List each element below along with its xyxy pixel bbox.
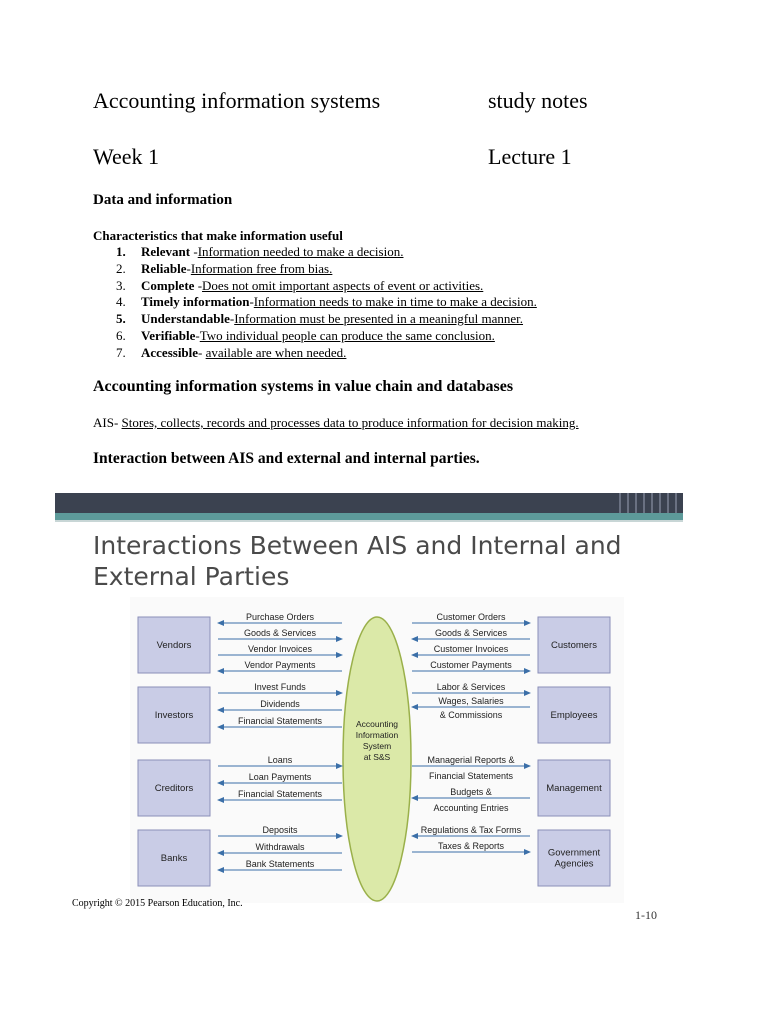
list-item bbox=[93, 294, 537, 311]
list-item bbox=[93, 261, 537, 278]
item-desc: Information free from bias. bbox=[190, 260, 333, 276]
ais-desc: Stores, collects, records and processes data to produce information for decision making. bbox=[121, 415, 579, 430]
flow-label: Invest Funds bbox=[254, 682, 306, 692]
party-label: Employees bbox=[550, 710, 598, 721]
item-sep: - bbox=[229, 311, 235, 327]
item-number: 3. bbox=[116, 277, 126, 293]
list-item bbox=[93, 328, 537, 345]
list-item bbox=[93, 311, 537, 328]
flow-label: Purchase Orders bbox=[245, 612, 315, 622]
ais-label: Accounting bbox=[355, 719, 399, 729]
section-heading-data: Data and information bbox=[93, 192, 233, 208]
slide-header-bar bbox=[55, 493, 683, 513]
party-label: Management bbox=[546, 783, 602, 794]
flow-label: Regulations & Tax Forms bbox=[420, 825, 522, 835]
party-label: Vendors bbox=[156, 640, 192, 651]
item-number: 6. bbox=[116, 327, 126, 343]
item-number: 4. bbox=[116, 294, 126, 310]
flow-label: Deposits bbox=[262, 825, 298, 835]
flow-label: Loans bbox=[267, 755, 293, 765]
slide-title: Interactions Between AIS and Internal and External Parties bbox=[93, 531, 622, 591]
flow-label: Dividends bbox=[260, 699, 300, 709]
slide-number: 1-10 bbox=[635, 908, 657, 922]
flow-label: Vendor Payments bbox=[244, 660, 316, 670]
copyright-notice: Copyright © 2015 Pearson Education, Inc. bbox=[72, 898, 243, 909]
flow-label: Bank Statements bbox=[245, 859, 315, 869]
document-subtitle: study notes bbox=[488, 88, 588, 113]
item-desc: Information must be presented in a meaningful manner. bbox=[234, 311, 524, 327]
party-label: Banks bbox=[160, 853, 188, 864]
characteristics-list bbox=[93, 244, 537, 362]
item-sep: - bbox=[190, 244, 198, 259]
item-number: 2. bbox=[116, 260, 126, 276]
ais-sep: - bbox=[113, 415, 122, 430]
flow-label: Wages, Salaries bbox=[438, 696, 504, 706]
flow-label: Taxes & Reports bbox=[437, 841, 505, 851]
flow-label: Goods & Services bbox=[434, 628, 508, 638]
characteristics-heading: Characteristics that make information useful bbox=[93, 228, 343, 243]
item-sep: - bbox=[195, 327, 200, 343]
flow-label: Financial Statements bbox=[428, 771, 514, 781]
item-sep: - bbox=[249, 294, 254, 310]
ais-definition bbox=[93, 415, 579, 431]
party-label: Creditors bbox=[154, 783, 194, 794]
flow-label: Customer Payments bbox=[430, 660, 512, 670]
lecture-label: Lecture 1 bbox=[488, 144, 572, 169]
section-heading-ais: Accounting information systems in value chain and databases bbox=[93, 378, 514, 395]
flow-label: Customer Invoices bbox=[433, 644, 509, 654]
flow-label: & Commissions bbox=[439, 710, 503, 720]
ais-interaction-diagram bbox=[130, 597, 624, 903]
item-number: 7. bbox=[116, 344, 126, 360]
flow-label: Vendor Invoices bbox=[247, 644, 313, 654]
section-heading-interaction: Interaction between AIS and external and internal parties. bbox=[93, 450, 480, 467]
flow-label: Budgets & bbox=[450, 787, 492, 797]
flow-label: Customer Orders bbox=[436, 612, 506, 622]
item-number: 5. bbox=[116, 311, 126, 327]
slide-accent-bar bbox=[55, 513, 683, 520]
item-desc: Two individual people can produce the same conclusion. bbox=[199, 327, 495, 343]
slide-accent-line bbox=[55, 520, 683, 522]
item-desc: Information needed to make a decision. bbox=[197, 244, 404, 259]
item-term: Verifiable bbox=[141, 327, 196, 343]
diagram-svg bbox=[130, 597, 624, 903]
document-title: Accounting information systems bbox=[93, 88, 381, 113]
flow-label: Financial Statements bbox=[237, 789, 323, 799]
item-number: 1. bbox=[116, 244, 126, 259]
item-term: Relevant bbox=[141, 244, 191, 259]
ais-label: at S&S bbox=[363, 752, 391, 762]
item-sep: - bbox=[186, 260, 191, 276]
flow-label: Labor & Services bbox=[436, 682, 506, 692]
week-label: Week 1 bbox=[93, 144, 160, 169]
flow-label: Withdrawals bbox=[255, 842, 305, 852]
item-desc: Information needs to make in time to make a decision. bbox=[253, 294, 537, 310]
item-desc: available are when needed. bbox=[205, 344, 347, 360]
ais-label: System bbox=[362, 741, 392, 751]
ais-label: Information bbox=[355, 730, 399, 740]
flow-label: Accounting Entries bbox=[433, 803, 509, 813]
list-item bbox=[93, 278, 537, 295]
list-item bbox=[93, 244, 537, 261]
item-term: Reliable bbox=[141, 260, 187, 276]
flow-label: Loan Payments bbox=[248, 772, 312, 782]
flow-label: Financial Statements bbox=[237, 716, 323, 726]
list-item bbox=[93, 345, 537, 362]
item-sep: - bbox=[194, 277, 203, 293]
item-term: Accessible bbox=[141, 344, 199, 360]
item-term: Complete bbox=[141, 277, 195, 293]
flow-label: Managerial Reports & bbox=[427, 755, 515, 765]
party-label: Customers bbox=[551, 640, 597, 651]
flow-label: Goods & Services bbox=[243, 628, 317, 638]
item-desc: Does not omit important aspects of event or activities. bbox=[202, 277, 484, 293]
party-label: Government bbox=[547, 847, 601, 859]
item-sep: - bbox=[198, 344, 206, 360]
party-label: Investors bbox=[154, 710, 194, 721]
ais-label: AIS bbox=[93, 415, 114, 430]
item-term: Timely information bbox=[141, 294, 250, 310]
party-label: Agencies bbox=[554, 858, 594, 870]
slide-header-stripes bbox=[613, 493, 683, 513]
item-term: Understandable bbox=[141, 311, 230, 327]
